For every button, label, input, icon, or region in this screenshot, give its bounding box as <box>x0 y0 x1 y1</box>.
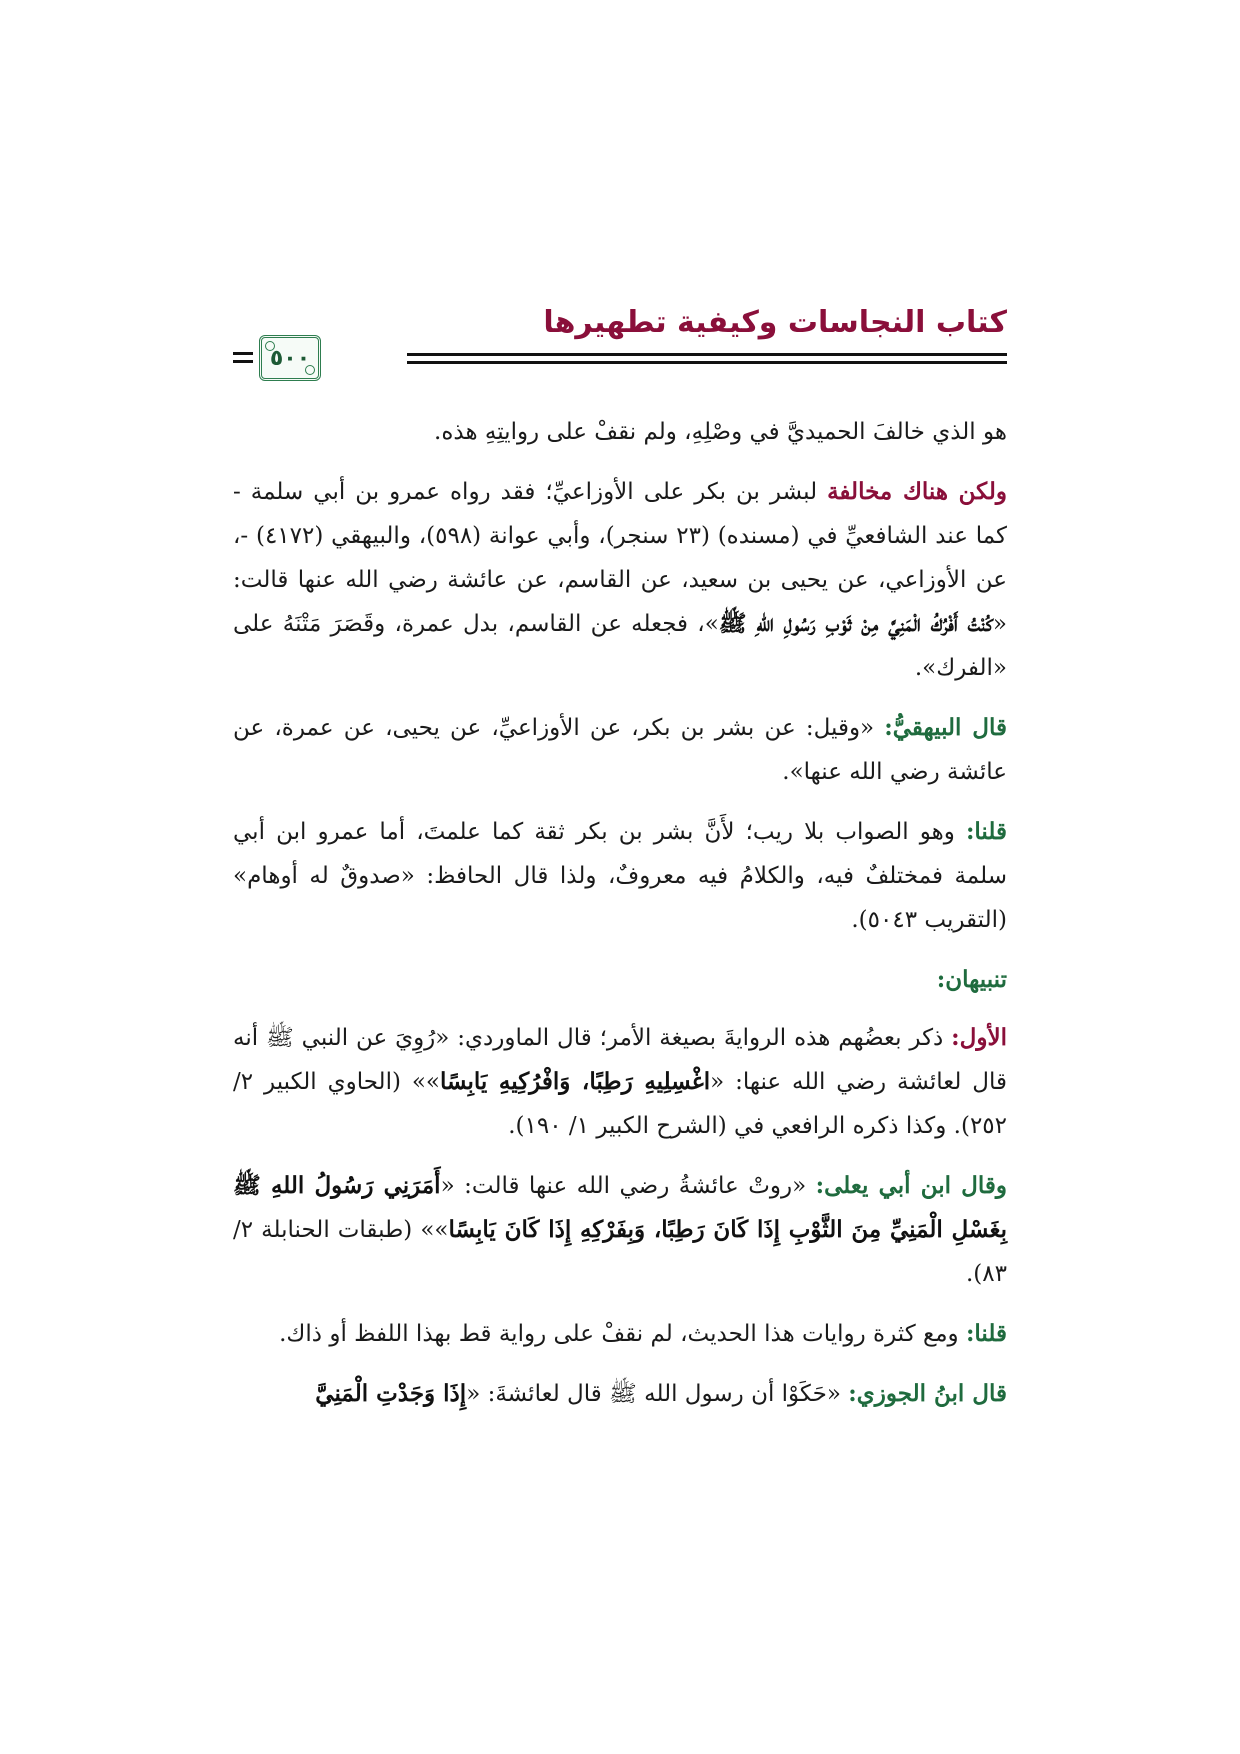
paragraph-text: وهو الصواب بلا ريب؛ لأَنَّ بشر بن بكر ثقة كما علمتَ، أما عمرو ابن أبي سلمة فمختلفٌ فيه، والكلامُ فيه معروفٌ، ولذا قال الحافظ: «صدوقٌ له أوهام» (التقريب ٥٠٤٣). <box>233 819 1007 933</box>
paragraph-text: «روتْ عائشةُ رضي الله عنها قالت: « <box>440 1173 816 1199</box>
paragraph-lead: قال ابنُ الجوزي: <box>848 1380 1007 1407</box>
paragraph-lead: قال البيهقيُّ: <box>884 714 1007 741</box>
paragraph-lead: الأول: <box>951 1024 1007 1051</box>
hadith-quote: كُنْتُ أَفْرُكُ الْمَنِيَّ مِنْ ثَوْبِ رَسُولِ اللهِ ﷺ <box>718 610 993 637</box>
paragraph-text: «حَكَوْا أن رسول الله ﷺ قال لعائشةَ: « <box>466 1381 849 1407</box>
paragraph-text: »» (طبقات الحنابلة ٢/ ٨٣). <box>233 1217 1007 1287</box>
paragraph-text: »، فجعله عن القاسم، بدل عمرة، وقَصَرَ مَتْنَهُ على «الفرك». <box>233 611 1007 681</box>
section-subheading: تنبيهان: <box>936 966 1007 993</box>
paragraph-6 <box>233 1164 1007 1296</box>
header-rule-left-bottom <box>233 360 253 363</box>
paragraph-text: ذكر بعضُهم هذه الروايةَ بصيغة الأمر؛ قال الماوردي: «رُوِيَ عن النبي ﷺ أنه قال لعائشة رضي الله عنها: « <box>233 1025 1007 1095</box>
paragraph-text: ومع كثرة روايات هذا الحديث، لم نقفْ على رواية قط بهذا اللفظ أو ذاك. <box>279 1321 966 1347</box>
paragraph-3 <box>233 706 1007 794</box>
paragraph-lead: قلنا: <box>965 818 1007 845</box>
book-page <box>233 305 1007 1725</box>
page-number-frame <box>259 335 321 381</box>
hadith-quote: أَمَرَنِي رَسُولُ اللهِ ﷺ بِغَسْلِ الْمَنِيِّ مِنَ الثَّوْبِ إِذَا كَانَ رَطِبًا، وَبِفَرْكِهِ إِذَا كَانَ يَابِسًا <box>233 1172 1007 1243</box>
hadith-quote: اغْسِلِيهِ رَطِبًا، وَافْرُكِيهِ يَابِسًا <box>439 1068 711 1095</box>
header-rule-top <box>407 353 1007 356</box>
paragraph-7 <box>233 1312 1007 1356</box>
header-rule-left-top <box>233 352 253 355</box>
hadith-quote: إِذَا وَجَدْتِ الْمَنِيَّ <box>315 1380 467 1407</box>
paragraph-lead: قلنا: <box>965 1320 1007 1347</box>
paragraph-2 <box>233 470 1007 690</box>
paragraph-1 <box>233 410 1007 454</box>
header-rule-bottom <box>407 361 1007 364</box>
page-body <box>233 410 1007 1432</box>
paragraph-4 <box>233 810 1007 942</box>
paragraph-text: هو الذي خالفَ الحميديَّ في وصْلِهِ، ولم نقفْ على روايتِهِ هذه. <box>434 419 1007 445</box>
paragraph-lead: ولكن هناك مخالفة <box>827 478 1008 505</box>
paragraph-5 <box>233 1016 1007 1148</box>
page-number: ٥٠٠ <box>269 345 311 371</box>
paragraph-8 <box>233 1372 1007 1416</box>
paragraph-text: «وقيل: عن بشر بن بكر، عن الأوزاعيِّ، عن يحيى، عن عمرة، عن عائشة رضي الله عنها». <box>233 715 1007 785</box>
paragraph-text: لبشر بن بكر على الأوزاعيِّ؛ فقد رواه عمرو بن أبي سلمة - كما عند الشافعيِّ في (مسنده) (٢٣ سنجر)، وأبي عوانة (٥٩٨)، والبيهقي (٤١٧٢) -، عن الأوزاعي، عن يحيى بن سعيد، عن القاسم، عن عائشة رضي الله عنها قالت: « <box>233 479 1007 637</box>
paragraph-lead: وقال ابن أبي يعلى: <box>815 1172 1007 1199</box>
running-title: كتاب النجاسات وكيفية تطهيرها <box>543 305 1007 340</box>
page-header <box>233 305 1007 401</box>
paragraph-text: »» (الحاوي الكبير ٢/ ٢٥٢). وكذا ذكره الرافعي في (الشرح الكبير ١/ ١٩٠). <box>233 1069 1007 1139</box>
